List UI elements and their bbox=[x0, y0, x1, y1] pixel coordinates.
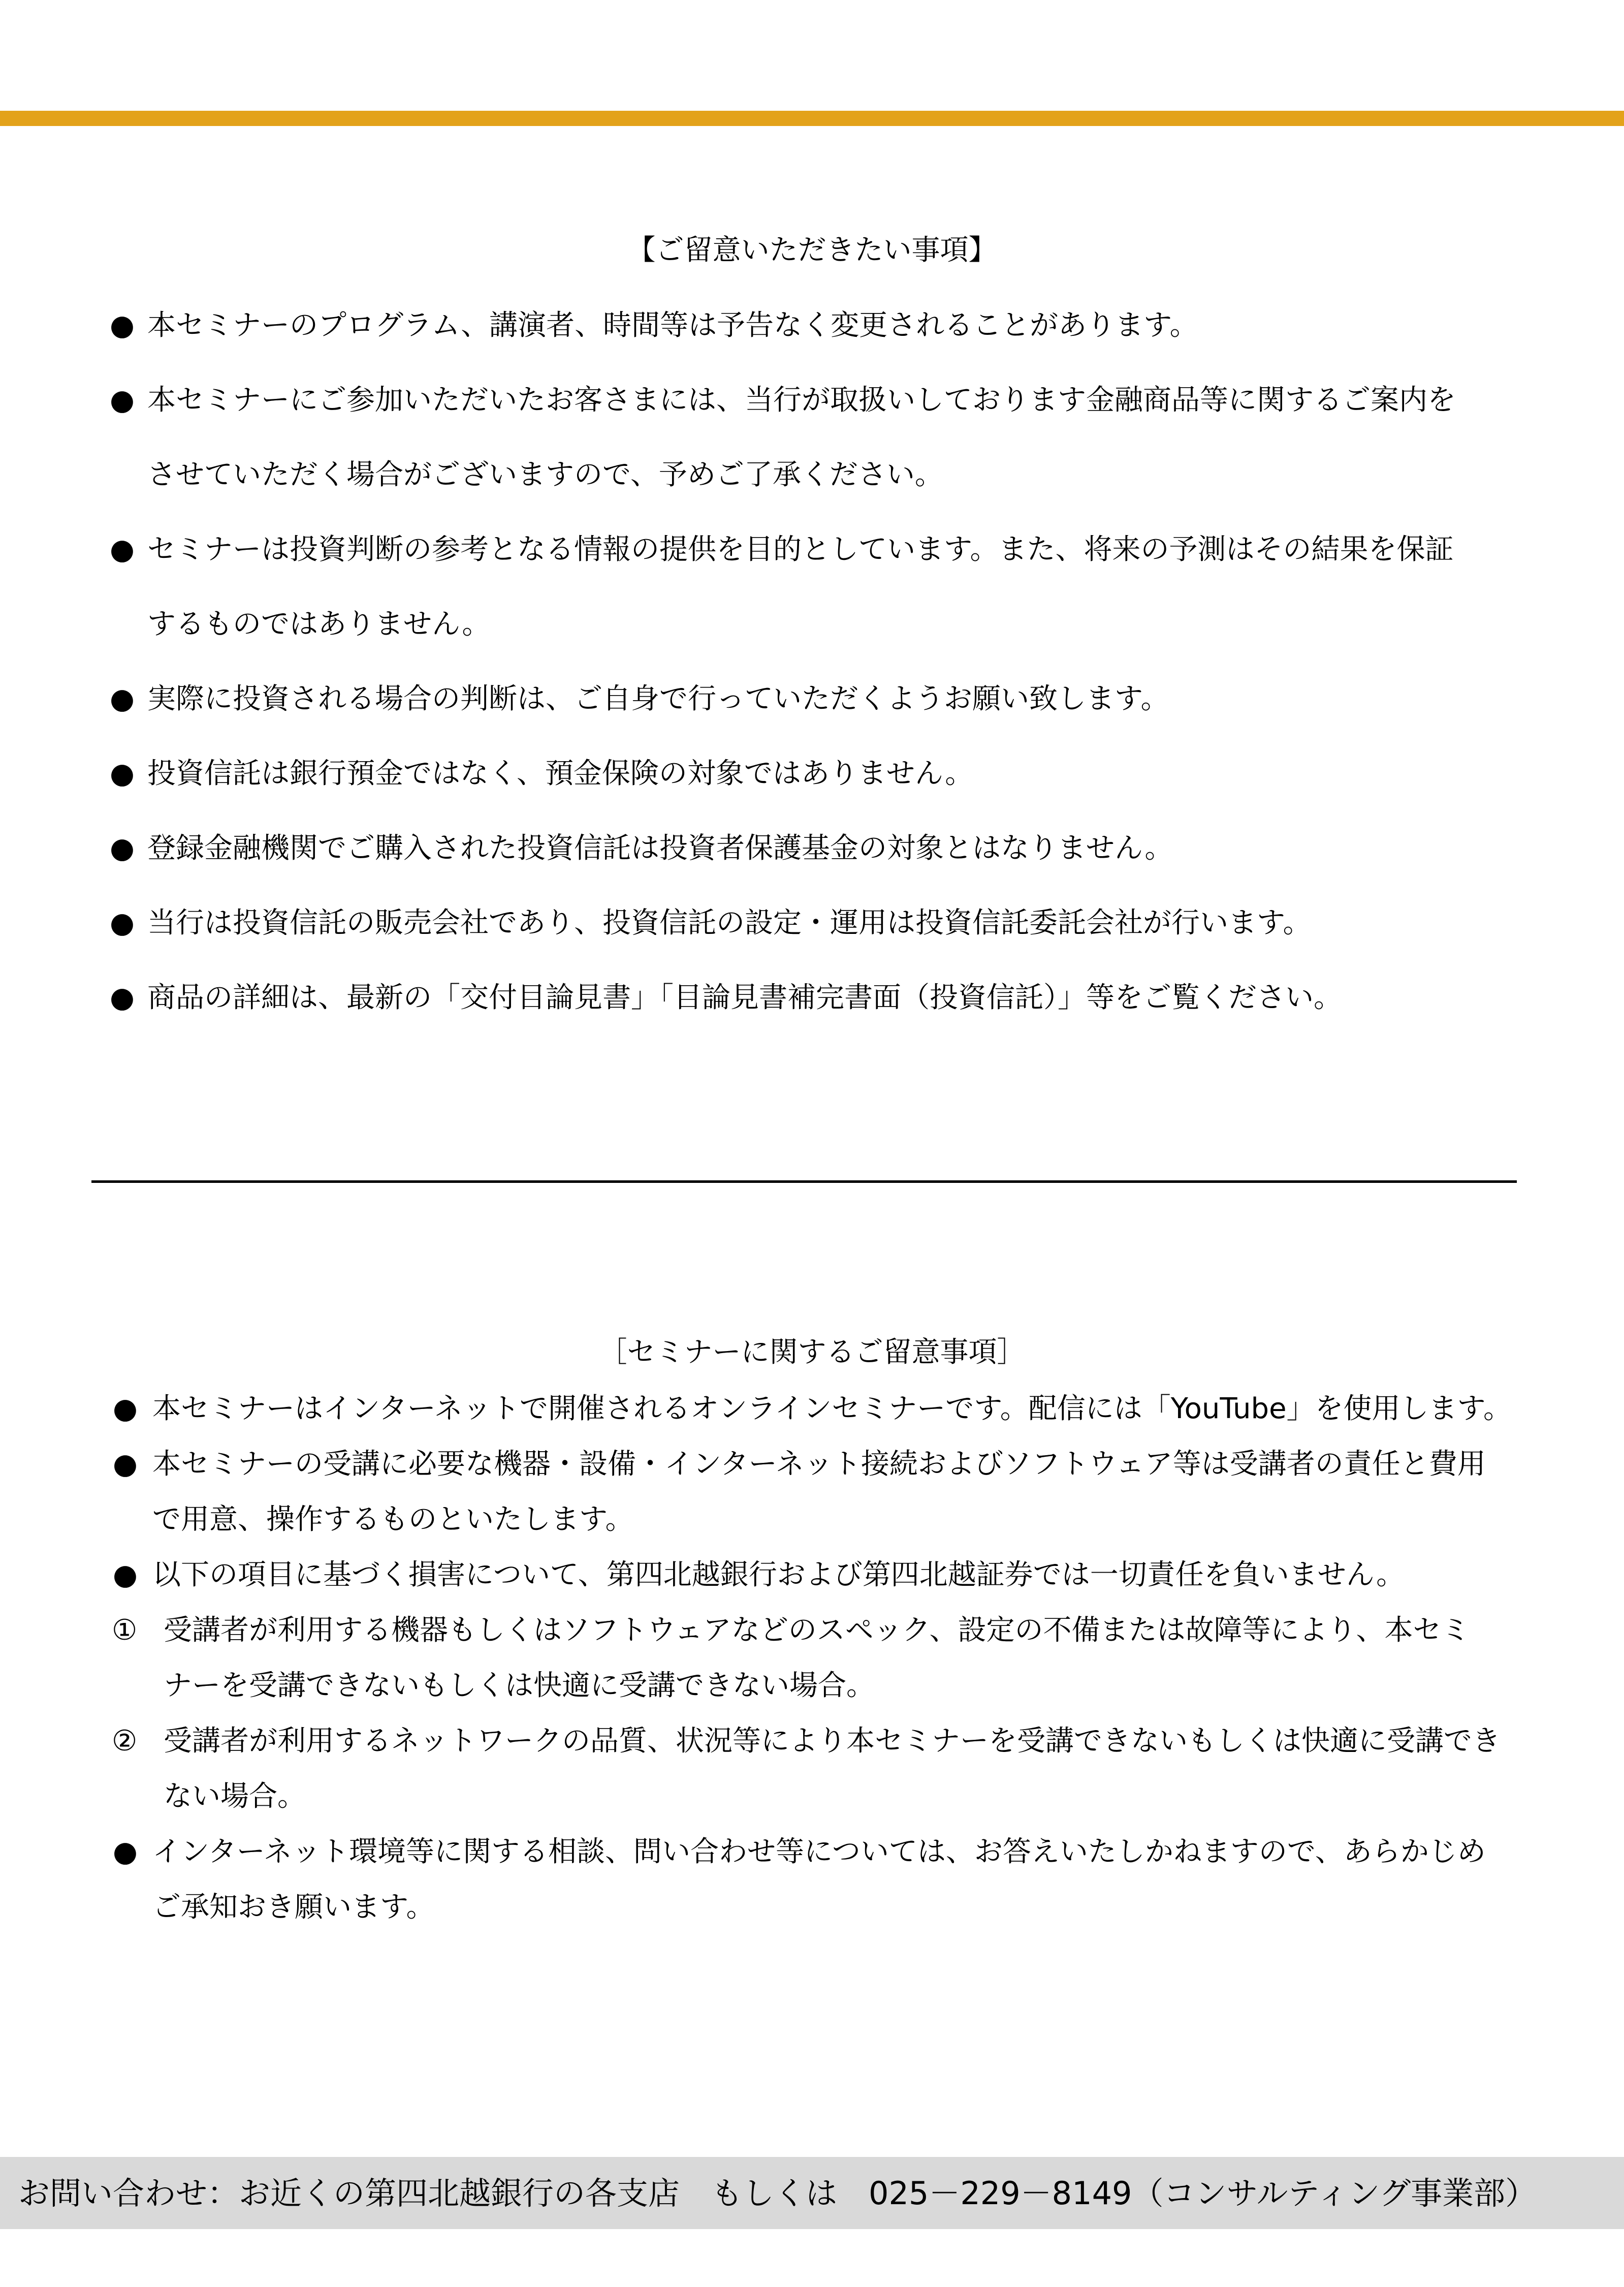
footer-contact: お問い合わせ：お近くの第四北越銀行の各支店 もしくは 025－229－8149（コンサルティング事業部） bbox=[18, 2175, 1537, 2212]
bullet-icon: ● bbox=[110, 533, 135, 566]
list-item-text: 登録金融機関でご購入された投資信託は投資者保護基金の対象とはなりません。 bbox=[147, 832, 1173, 865]
list-item-text-continued: ナーを受講できないもしくは快適に受講できない場合。 bbox=[164, 1669, 875, 1702]
bullet-icon: ● bbox=[113, 1448, 138, 1481]
circled-number-1: ① bbox=[112, 1614, 138, 1647]
bullet-icon: ● bbox=[110, 309, 135, 342]
list-item-text-continued: ない場合。 bbox=[164, 1780, 306, 1813]
bullet-icon: ● bbox=[110, 384, 135, 417]
list-item-text: 本セミナーのプログラム、講演者、時間等は予告なく変更されることがあります。 bbox=[147, 309, 1198, 342]
list-item-text-continued: で用意、操作するものといたします。 bbox=[152, 1503, 634, 1536]
list-item-text: 投資信託は銀行預金ではなく、預金保険の対象ではありません。 bbox=[147, 757, 974, 790]
section2-title: ［セミナーに関するご留意事項］ bbox=[598, 1336, 1026, 1369]
list-item-text: 受講者が利用するネットワークの品質、状況等により本セミナーを受講できないもしくは快適に受講でき bbox=[164, 1725, 1501, 1758]
list-item-text: インターネット環境等に関する相談、問い合わせ等については、お答えいたしかねますので、あらかじめ bbox=[152, 1835, 1486, 1868]
top-accent-bar bbox=[0, 111, 1624, 126]
list-item-text: 本セミナーの受講に必要な機器・設備・インターネット接続およびソフトウェア等は受講者の責任と費用 bbox=[152, 1448, 1486, 1481]
bullet-icon: ● bbox=[113, 1558, 138, 1591]
bullet-icon: ● bbox=[110, 757, 135, 790]
list-item-text: 本セミナーにご参加いただいたお客さまには、当行が取扱いしております金融商品等に関するご案内を bbox=[147, 384, 1456, 417]
bullet-icon: ● bbox=[110, 832, 135, 865]
section-divider bbox=[91, 1180, 1517, 1183]
list-item-text: 商品の詳細は、最新の「交付目論見書」「目論見書補完書面（投資信託）」等をご覧ください。 bbox=[147, 981, 1342, 1014]
list-item-text: 当行は投資信託の販売会社であり、投資信託の設定・運用は投資信託委託会社が行います。 bbox=[147, 906, 1312, 939]
bullet-icon: ● bbox=[110, 682, 135, 715]
bullet-icon: ● bbox=[113, 1392, 138, 1425]
bullet-icon: ● bbox=[110, 906, 135, 939]
list-item-text: 本セミナーはインターネットで開催されるオンラインセミナーです。配信には「YouTube」を使用します。 bbox=[152, 1392, 1512, 1425]
list-item-text-continued: ご承知おき願います。 bbox=[152, 1891, 435, 1924]
list-item-text: 受講者が利用する機器もしくはソフトウェアなどのスペック、設定の不備または故障等により、本セミ bbox=[164, 1614, 1470, 1647]
circled-number-2: ② bbox=[112, 1725, 138, 1758]
list-item-text: セミナーは投資判断の参考となる情報の提供を目的としています。また、将来の予測はその結果を保証 bbox=[147, 533, 1454, 566]
list-item-text-continued: させていただく場合がございますので、予めご了承ください。 bbox=[147, 458, 943, 491]
list-item-text-continued: するものではありません。 bbox=[147, 608, 491, 641]
list-item-text: 以下の項目に基づく損害について、第四北越銀行および第四北越証券では一切責任を負いません。 bbox=[152, 1558, 1405, 1591]
section1-title: 【ご留意いただきたい事項】 bbox=[627, 234, 997, 267]
list-item-text: 実際に投資される場合の判断は、ご自身で行っていただくようお願い致します。 bbox=[147, 682, 1169, 715]
bullet-icon: ● bbox=[110, 981, 135, 1014]
bullet-icon: ● bbox=[113, 1835, 138, 1868]
